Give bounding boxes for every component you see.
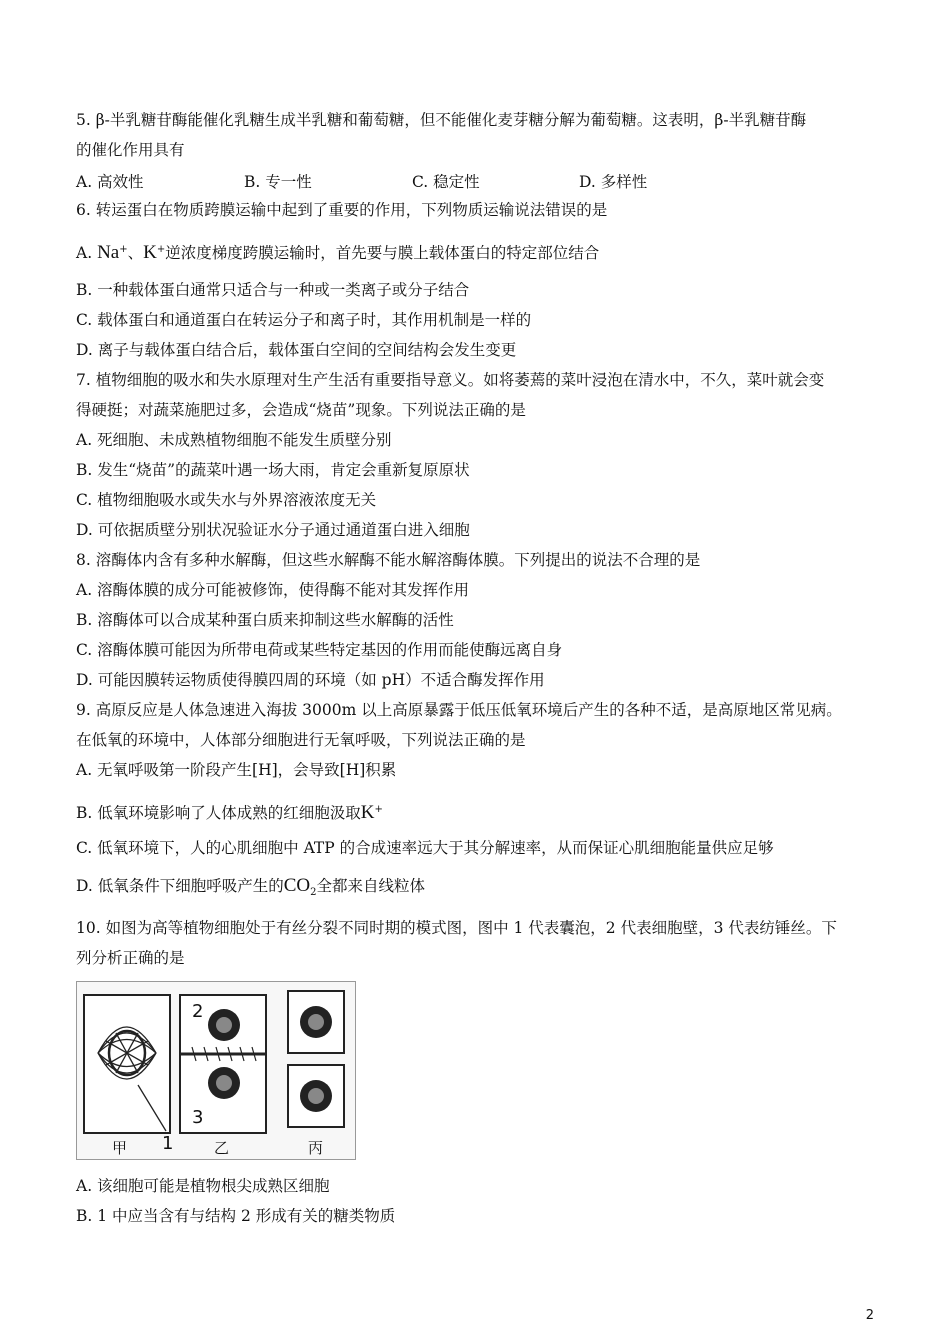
q9-stem-line2: 在低氧的环境中，人体部分细胞进行无氧呼吸，下列说法正确的是	[76, 731, 526, 749]
q10-stem-line1: 10. 如图为高等植物细胞处于有丝分裂不同时期的模式图，图中 1 代表囊泡，2 代表细胞壁，3 代表纺锤丝。下	[76, 919, 837, 937]
q8-option-a: A. 溶酶体膜的成分可能被修饰，使得酶不能对其发挥作用	[76, 581, 470, 599]
q7-stem-line1: 7. 植物细胞的吸水和失水原理对生产生活有重要指导意义。如将萎蔫的菜叶浸泡在清水中，不久，菜叶就会变	[76, 371, 825, 389]
mitosis-figure	[76, 981, 356, 1160]
q8-option-b: B. 溶酶体可以合成某种蛋白质来抑制这些水解酶的活性	[76, 611, 454, 629]
q8-stem: 8. 溶酶体内含有多种水解酶，但这些水解酶不能水解溶酶体膜。下列提出的说法不合理的是	[76, 551, 701, 569]
co2-subscript: 2	[310, 887, 317, 899]
k-symbol: K	[143, 242, 157, 264]
q6-option-a-sep: 、	[127, 244, 144, 263]
q9-option-c: C. 低氧环境下，人的心肌细胞中 ATP 的合成速率远大于其分解速率，从而保证心肌细胞能量供应足够	[76, 839, 774, 857]
page-number: 2	[865, 1308, 874, 1323]
label-jia: 甲	[112, 1139, 128, 1157]
k-symbol: K	[360, 802, 375, 824]
q9-option-b-text: B. 低氧环境影响了人体成熟的红细胞汲取	[76, 804, 361, 823]
q6-option-a-rest: 逆浓度梯度跨膜运输时，首先要与膜上载体蛋白的特定部位结合	[165, 244, 600, 263]
q9-option-d-rest: 全都来自线粒体	[316, 877, 426, 895]
q9-option-a: A. 无氧呼吸第一阶段产生[H]，会导致[H]积累	[76, 761, 397, 779]
q5-stem-line1: 5. β-半乳糖苷酶能催化乳糖生成半乳糖和葡萄糖，但不能催化麦芽糖分解为葡萄糖。这表明，β-半乳糖苷酶	[76, 111, 807, 129]
q6-option-c: C. 载体蛋白和通道蛋白在转运分子和离子时，其作用机制是一样的	[76, 311, 532, 329]
q5-option-a: A. 高效性	[76, 173, 144, 191]
label-2: 2	[192, 1001, 204, 1022]
q10-option-b: B. 1 中应当含有与结构 2 形成有关的糖类物质	[76, 1207, 396, 1225]
q7-option-d: D. 可依据质壁分别状况验证水分子通过通道蛋白进入细胞	[76, 521, 470, 539]
q5-options	[76, 170, 876, 190]
q9-option-b	[76, 800, 383, 823]
label-bing: 丙	[308, 1139, 324, 1157]
q10-option-a: A. 该细胞可能是植物根尖成熟区细胞	[76, 1177, 330, 1195]
q6-option-b: B. 一种载体蛋白通常只适合与一种或一类离子或分子结合	[76, 281, 470, 299]
q8-option-d: D. 可能因膜转运物质使得膜四周的环境（如 pH）不适合酶发挥作用	[76, 671, 545, 689]
q6-stem: 6. 转运蛋白在物质跨膜运输中起到了重要的作用，下列物质运输说法错误的是	[76, 201, 608, 219]
q5-stem-line2: 的催化作用具有	[76, 141, 185, 159]
label-3: 3	[192, 1107, 204, 1128]
q5-option-b: B. 专一性	[244, 173, 312, 191]
na-symbol: Na	[97, 242, 120, 264]
q7-option-b: B. 发生“烧苗”的蔬菜叶遇一场大雨，肯定会重新复原原状	[76, 461, 470, 479]
q7-option-a: A. 死细胞、未成熟植物细胞不能发生质壁分别	[76, 431, 392, 449]
q6-option-a	[76, 240, 599, 263]
q6-option-d: D. 离子与载体蛋白结合后，载体蛋白空间的空间结构会发生变更	[76, 341, 517, 359]
q9-option-d-text: D. 低氧条件下细胞呼吸产生的	[76, 877, 284, 895]
q7-option-c: C. 植物细胞吸水或失水与外界溶液浓度无关	[76, 491, 377, 509]
k-charge: +	[374, 804, 383, 815]
co2-symbol: CO	[283, 875, 311, 896]
q10-stem-line2: 列分析正确的是	[76, 949, 185, 967]
na-charge: +	[119, 244, 128, 255]
q8-option-c: C. 溶酶体膜可能因为所带电荷或某些特定基因的作用而能使酶远离自身	[76, 641, 563, 659]
q5-option-c: C. 稳定性	[412, 173, 480, 191]
label-yi: 乙	[214, 1139, 230, 1157]
q7-stem-line2: 得硬挺；对蔬菜施肥过多，会造成“烧苗”现象。下列说法正确的是	[76, 401, 526, 419]
label-1: 1	[162, 1133, 174, 1154]
k-charge: +	[156, 244, 166, 255]
q5-option-d: D. 多样性	[579, 173, 648, 191]
mitosis-diagram	[76, 981, 356, 1160]
q6-option-a-prefix: A.	[76, 244, 98, 263]
q9-stem-line1: 9. 高原反应是人体急速进入海拔 3000m 以上高原暴露于低压低氧环境后产生的各种不适，是高原地区常见病。	[76, 701, 842, 719]
q9-option-d	[76, 876, 425, 903]
cell-jia-wall	[84, 995, 170, 1133]
